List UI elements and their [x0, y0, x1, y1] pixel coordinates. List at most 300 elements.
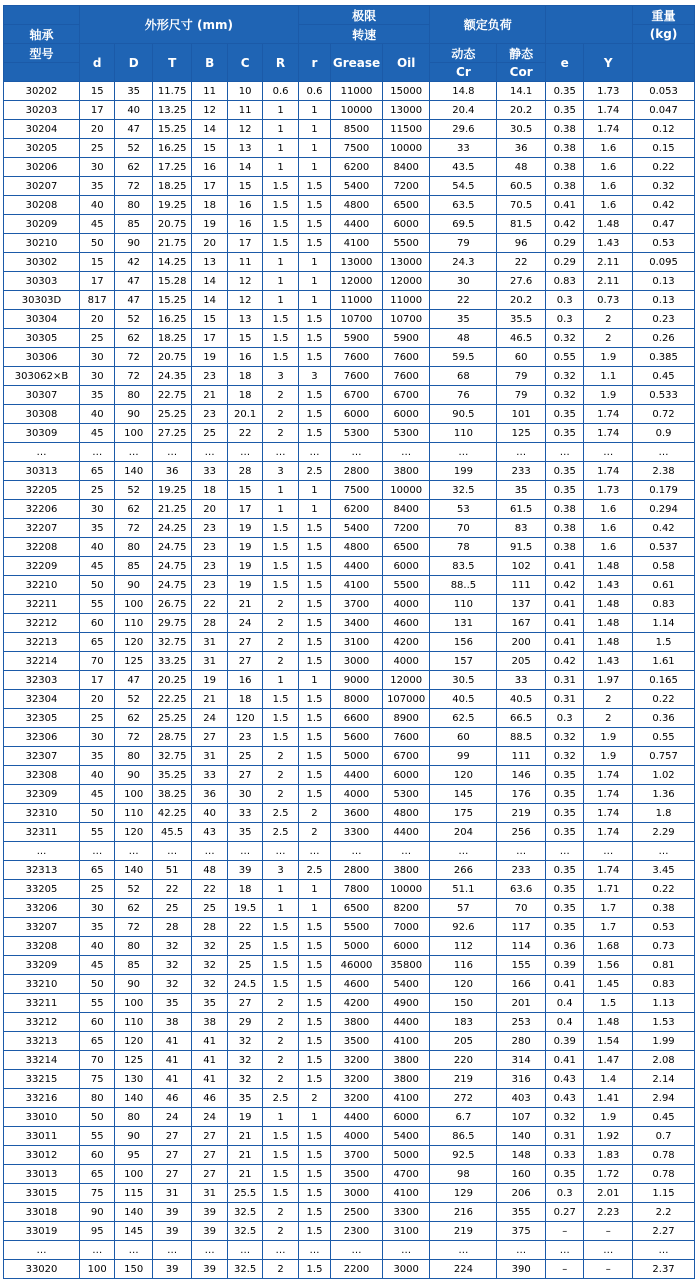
table-cell: 1.43 — [584, 234, 633, 253]
table-cell: 13000 — [382, 253, 430, 272]
table-cell: 0.32 — [545, 1108, 583, 1127]
table-cell: 25 — [79, 481, 114, 500]
table-cell: 3 — [263, 367, 298, 386]
table-row — [4, 82, 695, 101]
bearing-model-cell: 30302 — [4, 253, 80, 272]
table-cell: 0.35 — [545, 1165, 583, 1184]
table-cell: 0.42 — [545, 652, 583, 671]
table-cell: 0.13 — [633, 272, 695, 291]
table-cell: 204 — [430, 823, 497, 842]
table-cell: 40 — [192, 804, 227, 823]
table-cell: 23 — [192, 557, 227, 576]
table-row — [4, 728, 695, 747]
table-cell: 2 — [298, 823, 330, 842]
table-cell: 1.48 — [584, 1013, 633, 1032]
table-cell: 0.757 — [633, 747, 695, 766]
table-cell: 110 — [430, 424, 497, 443]
table-cell: 50 — [79, 234, 114, 253]
table-cell: 4400 — [331, 557, 383, 576]
table-cell: 8900 — [382, 709, 430, 728]
table-cell: 1.5 — [298, 1184, 330, 1203]
table-cell: 48 — [497, 158, 546, 177]
table-cell: 0.38 — [633, 899, 695, 918]
table-cell: 22 — [430, 291, 497, 310]
table-row — [4, 1013, 695, 1032]
table-cell: 205 — [497, 652, 546, 671]
table-cell: 3400 — [331, 614, 383, 633]
table-cell: … — [152, 1241, 192, 1260]
table-cell: 0.61 — [633, 576, 695, 595]
table-cell: 0.35 — [545, 101, 583, 120]
bearing-model-cell: 33207 — [4, 918, 80, 937]
table-cell: 224 — [430, 1260, 497, 1279]
col-header-cor: Cor — [497, 63, 546, 82]
table-cell: 150 — [115, 1260, 152, 1279]
table-cell: 1.13 — [633, 994, 695, 1013]
table-cell: 155 — [497, 956, 546, 975]
bearing-model-cell: 30203 — [4, 101, 80, 120]
table-cell: 0.23 — [633, 310, 695, 329]
table-cell: 0.27 — [545, 1203, 583, 1222]
table-cell: 20.25 — [152, 671, 192, 690]
table-cell: 1.74 — [584, 823, 633, 842]
table-cell: 0.537 — [633, 538, 695, 557]
table-row — [4, 557, 695, 576]
table-cell: 3 — [263, 462, 298, 481]
table-cell: 21.25 — [152, 500, 192, 519]
table-cell: 0.38 — [545, 538, 583, 557]
table-cell: 116 — [430, 956, 497, 975]
table-row — [4, 1146, 695, 1165]
table-cell: 1.5 — [584, 994, 633, 1013]
table-cell: 0.73 — [584, 291, 633, 310]
table-cell: 90 — [115, 766, 152, 785]
table-cell: 90 — [115, 234, 152, 253]
table-cell: 25 — [79, 880, 114, 899]
table-cell: 314 — [497, 1051, 546, 1070]
table-cell: 75 — [79, 1184, 114, 1203]
table-cell: 27 — [192, 1165, 227, 1184]
table-cell: 21 — [227, 1127, 262, 1146]
table-cell: 1.5 — [263, 519, 298, 538]
table-cell: 10700 — [382, 310, 430, 329]
table-cell: 33 — [497, 671, 546, 690]
table-cell: 0.38 — [545, 139, 583, 158]
table-cell: 5300 — [382, 785, 430, 804]
table-cell: 1.74 — [584, 101, 633, 120]
table-cell: 32 — [192, 956, 227, 975]
table-cell: 8000 — [331, 690, 383, 709]
table-cell: 35 — [192, 994, 227, 1013]
table-cell: 6600 — [331, 709, 383, 728]
table-row — [4, 1260, 695, 1279]
table-cell: 1.5 — [263, 1127, 298, 1146]
table-cell: 40 — [79, 196, 114, 215]
table-cell: 0.31 — [545, 671, 583, 690]
header-dynamic: 动态 — [430, 44, 497, 63]
table-cell: 30 — [79, 728, 114, 747]
bearing-model-cell: 30304 — [4, 310, 80, 329]
table-cell: 33.25 — [152, 652, 192, 671]
bearing-model-cell: 32310 — [4, 804, 80, 823]
table-row — [4, 766, 695, 785]
table-row — [4, 1108, 695, 1127]
table-row — [4, 1051, 695, 1070]
table-cell: 16 — [227, 671, 262, 690]
table-cell: … — [545, 443, 583, 462]
table-cell: 3800 — [331, 1013, 383, 1032]
table-cell: 32.5 — [227, 1260, 262, 1279]
table-cell: … — [497, 842, 546, 861]
table-cell: 1.74 — [584, 804, 633, 823]
table-cell: 107 — [497, 1108, 546, 1127]
table-cell: 3100 — [331, 633, 383, 652]
table-row — [4, 139, 695, 158]
table-cell: 5500 — [382, 234, 430, 253]
table-cell: 88.5 — [497, 728, 546, 747]
table-cell: 110 — [115, 1013, 152, 1032]
table-cell: 29.75 — [152, 614, 192, 633]
table-cell: 20.1 — [227, 405, 262, 424]
table-cell: 25 — [79, 709, 114, 728]
table-cell: … — [331, 1241, 383, 1260]
table-cell: 1.5 — [263, 918, 298, 937]
table-cell: 41 — [152, 1051, 192, 1070]
table-cell: 4100 — [382, 1089, 430, 1108]
table-cell: 41 — [192, 1032, 227, 1051]
table-cell: 4600 — [382, 614, 430, 633]
table-cell: – — [584, 1260, 633, 1279]
table-cell: 19 — [227, 576, 262, 595]
table-cell: 2.94 — [633, 1089, 695, 1108]
table-cell: 25 — [192, 424, 227, 443]
table-cell: 6.7 — [430, 1108, 497, 1127]
table-cell: 140 — [115, 861, 152, 880]
table-cell: 32 — [192, 975, 227, 994]
table-cell: 15 — [227, 329, 262, 348]
table-row — [4, 253, 695, 272]
table-cell: 0.35 — [545, 861, 583, 880]
table-cell: 79 — [497, 367, 546, 386]
table-cell: 78 — [430, 538, 497, 557]
table-cell: 30.5 — [497, 120, 546, 139]
table-cell: 17 — [79, 101, 114, 120]
table-row — [4, 500, 695, 519]
header-bearing-line2: 型号 — [4, 44, 80, 63]
table-cell: 0.83 — [633, 595, 695, 614]
table-row — [4, 1165, 695, 1184]
table-cell: 45 — [79, 956, 114, 975]
table-cell: 1.5 — [298, 1146, 330, 1165]
table-cell: … — [152, 842, 192, 861]
table-cell: 52 — [115, 310, 152, 329]
table-cell: 0.47 — [633, 215, 695, 234]
table-cell: – — [545, 1260, 583, 1279]
table-cell: 24.5 — [227, 975, 262, 994]
table-cell: 175 — [430, 804, 497, 823]
table-cell: 6000 — [382, 766, 430, 785]
table-cell: 14 — [192, 272, 227, 291]
table-cell: 21 — [227, 1146, 262, 1165]
table-cell: 36 — [192, 785, 227, 804]
table-cell: 20 — [79, 120, 114, 139]
table-cell: 1.5 — [298, 1222, 330, 1241]
table-cell: … — [497, 1241, 546, 1260]
table-cell: 120 — [115, 633, 152, 652]
table-cell: 0.38 — [545, 519, 583, 538]
table-row — [4, 348, 695, 367]
table-cell: 2.37 — [633, 1260, 695, 1279]
bearing-model-cell: 30210 — [4, 234, 80, 253]
table-cell: 40 — [79, 405, 114, 424]
table-cell: 1 — [298, 1108, 330, 1127]
table-cell: 1.48 — [584, 633, 633, 652]
table-cell: 5400 — [382, 975, 430, 994]
table-cell: 32 — [227, 1070, 262, 1089]
table-cell: 0.22 — [633, 880, 695, 899]
table-cell: 99 — [430, 747, 497, 766]
table-cell: 11500 — [382, 120, 430, 139]
col-header-r: r — [298, 44, 330, 82]
header-dimensions: 外形尺寸 (mm) — [79, 6, 298, 44]
table-cell: 55 — [79, 994, 114, 1013]
table-cell: 0.32 — [545, 367, 583, 386]
table-cell: 14.25 — [152, 253, 192, 272]
table-cell: 61.5 — [497, 500, 546, 519]
table-cell: 24 — [192, 709, 227, 728]
table-cell: 6000 — [382, 1108, 430, 1127]
bearing-model-cell: 33216 — [4, 1089, 80, 1108]
table-cell: 45 — [79, 557, 114, 576]
table-cell: 1.7 — [584, 918, 633, 937]
table-cell: 30 — [227, 785, 262, 804]
table-cell: 2.5 — [298, 462, 330, 481]
table-cell: … — [382, 1241, 430, 1260]
table-cell: 13 — [192, 253, 227, 272]
table-cell: 7600 — [331, 367, 383, 386]
table-cell: 19 — [192, 671, 227, 690]
table-cell: 1.5 — [298, 215, 330, 234]
table-cell: 1.68 — [584, 937, 633, 956]
table-row — [4, 158, 695, 177]
bearing-model-cell: 30309 — [4, 424, 80, 443]
table-cell: 29 — [227, 1013, 262, 1032]
table-cell: 10700 — [331, 310, 383, 329]
table-cell: 0.35 — [545, 405, 583, 424]
table-cell: 0.294 — [633, 500, 695, 519]
table-cell: 31 — [192, 747, 227, 766]
bearing-model-cell: 30308 — [4, 405, 80, 424]
table-cell: 2.23 — [584, 1203, 633, 1222]
table-cell: 40 — [115, 101, 152, 120]
bearing-model-cell: 33206 — [4, 899, 80, 918]
table-cell: 233 — [497, 861, 546, 880]
table-cell: 1.5 — [298, 1032, 330, 1051]
table-cell: 1.14 — [633, 614, 695, 633]
table-cell: 4800 — [331, 538, 383, 557]
table-cell: 27 — [192, 1127, 227, 1146]
table-cell: 63.6 — [497, 880, 546, 899]
table-cell: 30 — [79, 158, 114, 177]
table-cell: 1.5 — [298, 747, 330, 766]
table-cell: 0.42 — [633, 196, 695, 215]
table-cell: 0.35 — [545, 880, 583, 899]
table-cell: 1.5 — [298, 1165, 330, 1184]
col-header-B: B — [192, 44, 227, 82]
table-cell: 42.25 — [152, 804, 192, 823]
table-cell: 50 — [79, 975, 114, 994]
table-cell: 16 — [227, 196, 262, 215]
table-cell: 90 — [115, 975, 152, 994]
table-cell: 19 — [227, 1108, 262, 1127]
bearing-model-cell: 33205 — [4, 880, 80, 899]
table-cell: 31 — [152, 1184, 192, 1203]
table-cell: 156 — [430, 633, 497, 652]
table-cell: 35 — [227, 1089, 262, 1108]
table-cell: 3600 — [331, 804, 383, 823]
table-cell: 52 — [115, 139, 152, 158]
table-cell: … — [227, 1241, 262, 1260]
bearing-model-cell: 32303 — [4, 671, 80, 690]
table-row — [4, 804, 695, 823]
table-cell: 5400 — [331, 519, 383, 538]
table-cell: 219 — [497, 804, 546, 823]
table-cell: 35.25 — [152, 766, 192, 785]
table-cell: 1.73 — [584, 82, 633, 101]
table-cell: 13.25 — [152, 101, 192, 120]
table-cell: 3200 — [331, 1089, 383, 1108]
table-cell: … — [79, 842, 114, 861]
table-cell: 1.97 — [584, 671, 633, 690]
table-row — [4, 956, 695, 975]
table-cell: 6700 — [331, 386, 383, 405]
table-cell: 0.45 — [633, 1108, 695, 1127]
table-cell: 16 — [227, 215, 262, 234]
table-cell: 4400 — [382, 1013, 430, 1032]
table-cell: 256 — [497, 823, 546, 842]
bearing-model-cell: 33210 — [4, 975, 80, 994]
table-cell: 80 — [115, 1108, 152, 1127]
table-cell: 0.12 — [633, 120, 695, 139]
table-row — [4, 595, 695, 614]
bearing-model-cell: 30307 — [4, 386, 80, 405]
table-cell: 1.48 — [584, 595, 633, 614]
table-cell: 81.5 — [497, 215, 546, 234]
table-cell: 32 — [192, 937, 227, 956]
table-cell: 35.5 — [497, 310, 546, 329]
table-cell: 1 — [263, 139, 298, 158]
table-cell: 0.7 — [633, 1127, 695, 1146]
table-cell: 62.5 — [430, 709, 497, 728]
table-cell: 1.48 — [584, 215, 633, 234]
table-cell: 2.27 — [633, 1222, 695, 1241]
col-header-T: T — [152, 44, 192, 82]
table-row — [4, 880, 695, 899]
table-cell: 1.74 — [584, 120, 633, 139]
table-cell: 24.35 — [152, 367, 192, 386]
table-cell: 3500 — [331, 1165, 383, 1184]
table-cell: 375 — [497, 1222, 546, 1241]
table-cell: 101 — [497, 405, 546, 424]
table-cell: 0.41 — [545, 595, 583, 614]
col-header-cr: Cr — [430, 63, 497, 82]
table-cell: 24.25 — [152, 519, 192, 538]
table-cell: 2 — [263, 652, 298, 671]
table-cell: 0.3 — [545, 709, 583, 728]
table-cell: 21 — [227, 595, 262, 614]
table-cell: 0.42 — [633, 519, 695, 538]
table-cell: 5300 — [382, 424, 430, 443]
table-cell: 4000 — [382, 652, 430, 671]
table-cell: 2 — [263, 766, 298, 785]
table-row — [4, 443, 695, 462]
table-cell: 7600 — [331, 348, 383, 367]
table-cell: 27 — [192, 728, 227, 747]
table-row — [4, 747, 695, 766]
table-cell: 24.75 — [152, 576, 192, 595]
table-cell: 27.6 — [497, 272, 546, 291]
table-cell: 65 — [79, 462, 114, 481]
table-cell: 3100 — [382, 1222, 430, 1241]
bearing-model-cell: 32207 — [4, 519, 80, 538]
table-cell: 6000 — [331, 405, 383, 424]
table-cell: 1.92 — [584, 1127, 633, 1146]
table-cell: 219 — [430, 1070, 497, 1089]
table-row — [4, 1127, 695, 1146]
table-cell: 90 — [115, 405, 152, 424]
table-cell: 1.5 — [298, 652, 330, 671]
col-header-e: e — [545, 44, 583, 82]
table-cell: 5000 — [331, 937, 383, 956]
table-cell: 1 — [263, 880, 298, 899]
table-row — [4, 709, 695, 728]
table-cell: … — [633, 443, 695, 462]
table-cell: 0.53 — [633, 918, 695, 937]
table-cell: 1.5 — [263, 329, 298, 348]
table-cell: 32 — [152, 956, 192, 975]
table-cell: 45.5 — [152, 823, 192, 842]
table-cell: 0.53 — [633, 234, 695, 253]
table-cell: 1.48 — [584, 557, 633, 576]
table-cell: 1.5 — [298, 956, 330, 975]
table-cell: 21.75 — [152, 234, 192, 253]
table-cell: 1 — [263, 120, 298, 139]
table-cell: 39 — [227, 861, 262, 880]
table-cell: 1.47 — [584, 1051, 633, 1070]
table-cell: 7000 — [382, 918, 430, 937]
table-row — [4, 1070, 695, 1089]
table-cell: 200 — [497, 633, 546, 652]
table-cell: 0.35 — [545, 804, 583, 823]
table-cell: 0.22 — [633, 690, 695, 709]
table-cell: 0.31 — [545, 690, 583, 709]
table-cell: 100 — [115, 424, 152, 443]
table-cell: 0.41 — [545, 1051, 583, 1070]
table-cell: 0.15 — [633, 139, 695, 158]
table-cell: 1.5 — [263, 1184, 298, 1203]
table-cell: 0.6 — [298, 82, 330, 101]
table-cell: 233 — [497, 462, 546, 481]
table-cell: 0.41 — [545, 975, 583, 994]
table-cell: 2300 — [331, 1222, 383, 1241]
table-cell: 98 — [430, 1165, 497, 1184]
table-row — [4, 918, 695, 937]
table-cell: 1.5 — [263, 196, 298, 215]
table-cell: 4200 — [331, 994, 383, 1013]
table-cell: 3700 — [331, 595, 383, 614]
table-cell: … — [430, 842, 497, 861]
table-cell: 110 — [115, 804, 152, 823]
